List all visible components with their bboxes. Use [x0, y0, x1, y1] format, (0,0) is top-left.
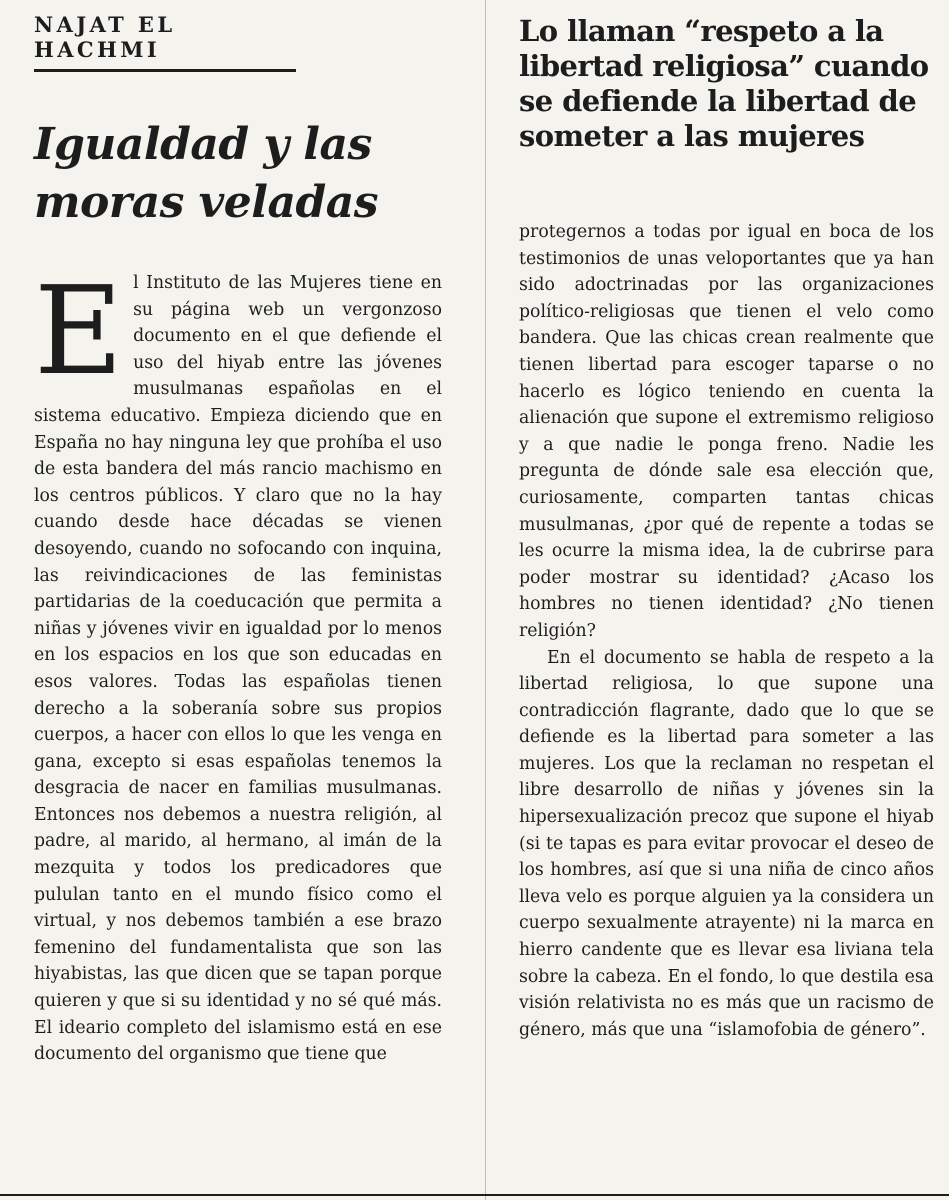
- drop-cap: E: [34, 260, 124, 402]
- article-paragraph-1: [34, 260, 442, 1068]
- article-paragraph-1-text: l Instituto de las Mujeres tiene en su página web un vergonzoso documento en el que defiende el uso del hiyab entre las jóvenes musulmanas españolas en el sistema educativo. Empieza diciendo que en España no hay ninguna ley que prohíba el uso de esta bandera del más rancio machismo en los centros públicos. Y claro que no la hay cuando desde hace décadas se vienen desoyendo, cuando no sofocando con inquina, las reivindicaciones de las feministas partidarias de la coeducación que permita a niñas y jóvenes vivir en igualdad por lo menos en los espacios en los que son educadas en esos valores. Todas las españolas tienen derecho a la soberanía sobre sus propios cuerpos, a hacer con ellos lo que les venga en gana, excepto si esas españolas tenemos la desgracia de nacer en familias musulmanas. Entonces nos debemos a nuestra religión, al padre, al marido, al hermano, al imán de la mezquita y todos los predicadores que pululan tanto en el mundo físico como el virtual, y nos debemos también a ese brazo femenino del fundamentalista que son las hiyabistas, las que dicen que se tapan porque quieren y que si su identidad y no sé qué más. El ideario completo del islamismo está en ese documento del organismo que tiene que: [34, 273, 442, 1065]
- pull-quote: Lo llaman “respeto a la libertad religiosa” cuando se defiende la libertad de someter a las mujeres: [519, 14, 929, 153]
- column-divider: [485, 0, 486, 1200]
- bottom-rule: [0, 1194, 949, 1196]
- author-byline: NAJAT EL HACHMI: [34, 12, 296, 72]
- left-column-body: [34, 260, 442, 1068]
- headline-line-2: moras veladas: [34, 177, 379, 228]
- right-column-header: [519, 14, 937, 154]
- headline-line-1: Igualdad y las: [34, 119, 372, 170]
- left-column-header: [34, 6, 484, 232]
- article-paragraph-2: protegernos a todas por igual en boca de los testimonios de unas veloportantes que ya han sido adoctrinadas por las organizaciones político-religiosas que tienen el velo como bandera. Que las chicas crean realmente que tienen libertad para escoger taparse o no hacerlo es lógico teniendo en cuenta la alienación que supone el extremismo religioso y a que nadie le ponga freno. Nadie les pregunta de dónde sale esa elección que, curiosamente, comparten tantas chicas musulmanas, ¿por qué de repente a todas se les ocurre la misma idea, la de cubrirse para poder mostrar su identidad? ¿Acaso los hombres no tienen identidad? ¿No tienen religión?: [519, 222, 934, 641]
- article-paragraph-3: En el documento se habla de respeto a la libertad religiosa, lo que supone una contradicción flagrante, dado que lo que se defiende es la libertad para someter a las mujeres. Los que la reclaman no respetan el libre desarrollo de niñas y jóvenes sin la hipersexualización precoz que supone el hiyab (si te tapas es para evitar provocar el deseo de los hombres, así que si una niña de cinco años lleva velo es porque alguien ya la considera un cuerpo sexualmente atrayente) ni la marca en hierro candente que es llevar esa liviana tela sobre la cabeza. En el fondo, lo que destila esa visión relativista no es más que un racismo de género, más que una “islamofobia de género”.: [519, 647, 934, 1040]
- right-column-body: [519, 219, 934, 1043]
- headline: [34, 116, 474, 232]
